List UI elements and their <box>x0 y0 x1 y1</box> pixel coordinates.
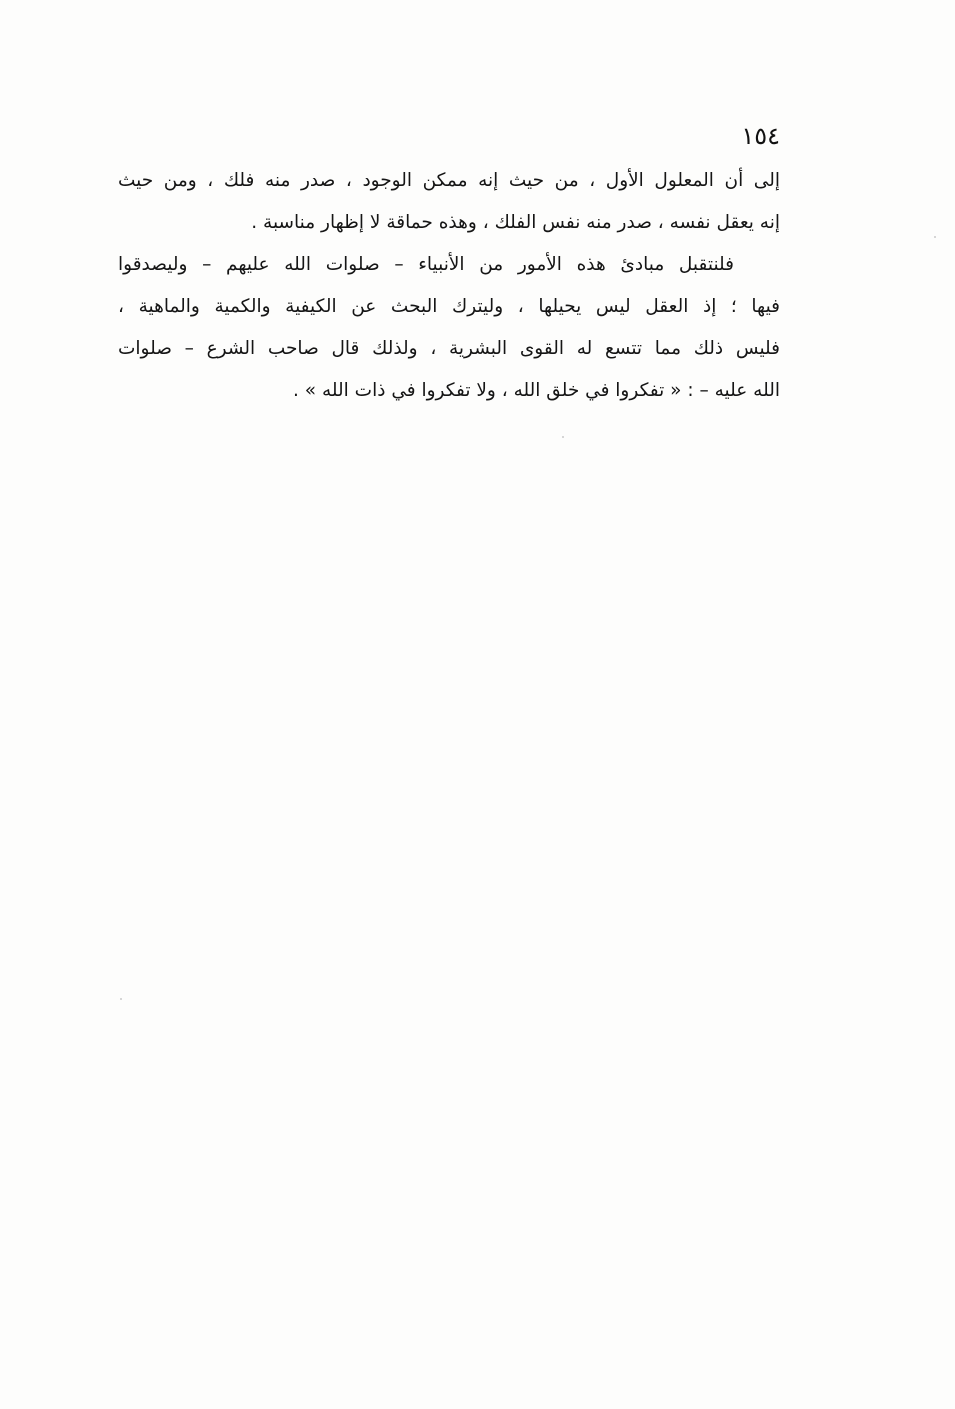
paragraph-2 <box>118 244 780 412</box>
text-line: الله عليه – : « تفكروا في خلق الله ، ولا تفكروا في ذات الله » . <box>293 380 780 401</box>
text-line: إلى أن المعلول الأول ، من حيث إنه ممكن الوجود ، صدر منه فلك ، ومن حيث <box>118 170 780 191</box>
page-number: ١٥٤ <box>741 122 780 150</box>
text-line: فيها ؛ إذ العقل ليس يحيلها ، وليترك البحث عن الكيفية والكمية والماهية ، <box>118 296 780 317</box>
paragraph-1 <box>118 160 780 244</box>
text-line: فليس ذلك مما تتسع له القوى البشرية ، ولذلك قال صاحب الشرع – صلوات <box>118 338 780 359</box>
text-line: فلنتقبل مبادئ هذه الأمور من الأنبياء – صلوات الله عليهم – وليصدقوا <box>118 254 734 275</box>
body-text <box>118 160 780 412</box>
text-line: إنه يعقل نفسه ، صدر منه نفس الفلك ، وهذه حماقة لا إظهار مناسبة . <box>251 212 780 233</box>
scan-speck <box>120 998 122 1000</box>
scan-speck <box>562 436 564 438</box>
scan-speck <box>934 236 936 238</box>
